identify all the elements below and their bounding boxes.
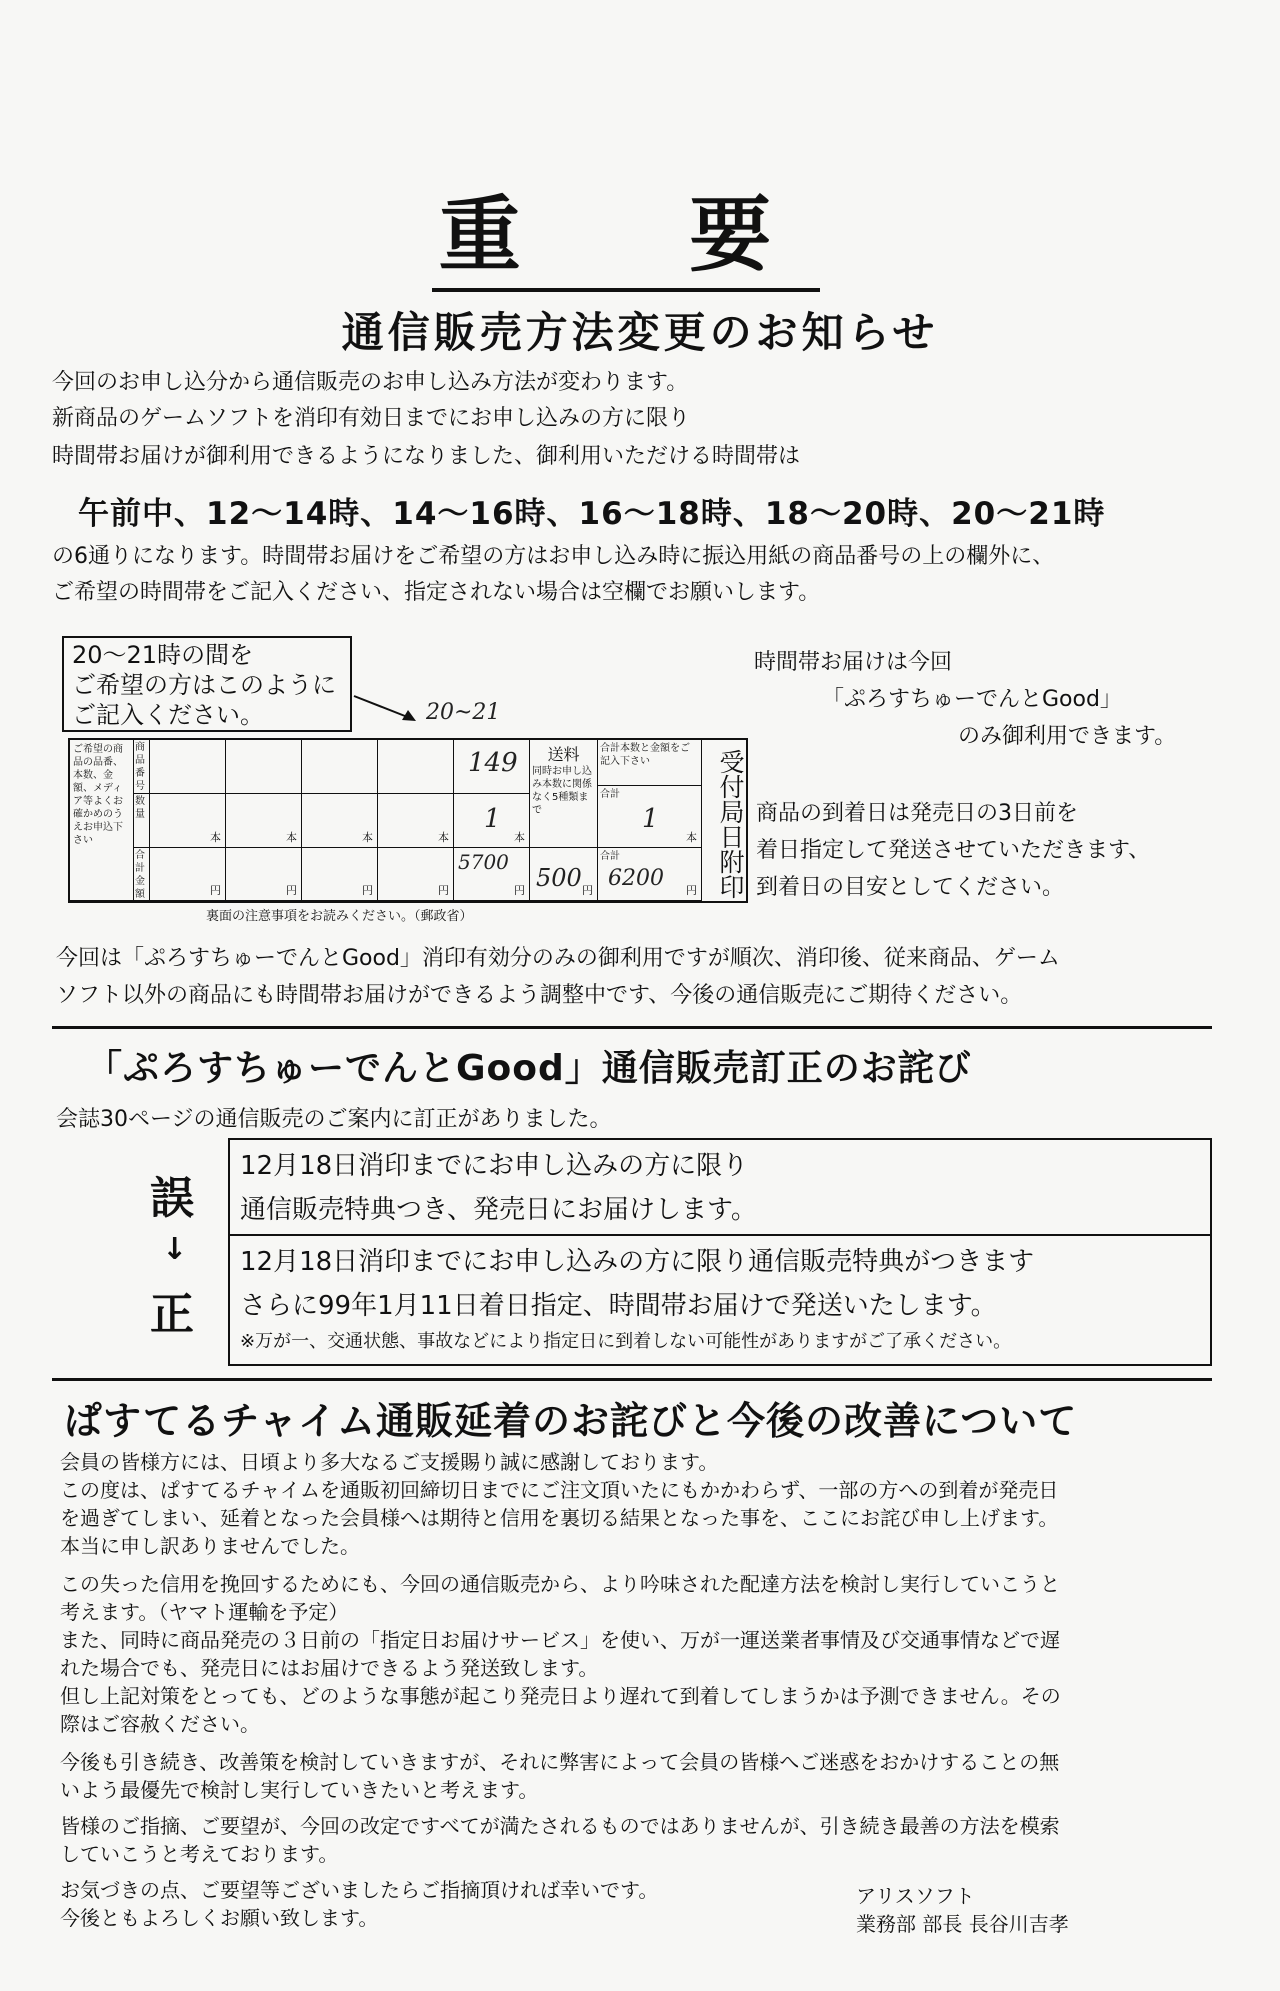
unit-yen: 円	[286, 884, 297, 897]
amount-cell-filled	[454, 848, 530, 901]
unit-yen: 円	[686, 884, 697, 897]
unit-count: 本	[210, 831, 221, 844]
total-sub-label: 合計	[600, 851, 620, 862]
right-note-line-3: のみ御利用できます。	[958, 724, 1177, 749]
total-sub-label: 合計	[600, 789, 620, 800]
quantity-cell	[150, 794, 226, 848]
handwritten-shipping: 500	[536, 864, 582, 892]
unit-yen: 円	[210, 884, 221, 897]
unit-yen: 円	[362, 884, 373, 897]
apology-line: お気づきの点、ご要望等ございましたらご指摘頂ければ幸いです。	[60, 1878, 659, 1902]
wrong-line-1: 12月18日消印までにお申し込みの方に限り	[240, 1151, 749, 1181]
apology-line: いよう最優先で検討し実行していきたいと考えます。	[60, 1778, 539, 1802]
unit-count: 本	[514, 831, 525, 844]
closing-line-1: 今回は「ぷろすちゅーでんとGood」消印有効分のみの御利用ですが順次、消印後、従来商品、ゲーム	[56, 946, 1060, 971]
quantity-cell	[302, 794, 378, 848]
apology-line: この失った信用を挽回するためにも、今回の通信販売から、より吟味された配達方法を検討し実行していこうと	[60, 1572, 1060, 1596]
apology-line: 但し上記対策をとっても、どのような事態が起こり発売日より遅れて到着してしまうかは予測できません。その	[60, 1684, 1061, 1708]
handwritten-product-no: 149	[468, 748, 518, 778]
unit-count: 本	[686, 831, 697, 844]
form-footnote: 裏面の注意事項をお読みください。（郵政省）	[206, 909, 473, 924]
wrong-line-2: 通信販売特典つき、発売日にお届けします。	[240, 1195, 757, 1225]
apology-line: 今後ともよろしくお願い致します。	[60, 1906, 379, 1930]
callout-line-1: 20〜21時の間を	[72, 641, 254, 669]
quantity-cell	[378, 794, 454, 848]
unit-yen: 円	[514, 884, 525, 897]
intro-line-3: 時間帯お届けが御利用できるようになりました、御利用いただける時間帯は	[52, 444, 801, 469]
stamp-label: 受付局日附印	[716, 748, 745, 899]
apology-line: れた場合でも、発売日にはお届けできるよう発送致します。	[60, 1656, 599, 1680]
total-label: 合計本数と金額をご記入下さい	[600, 743, 690, 767]
right-note-line-2: 「ぷろすちゅーでんとGood」	[822, 687, 1122, 712]
unit-yen: 円	[438, 884, 449, 897]
total-amount-cell	[598, 848, 702, 901]
callout-line-2: ご希望の方はこのように	[72, 671, 336, 699]
product-cell	[302, 740, 378, 794]
quantity-cell	[226, 794, 302, 848]
amount-cell	[226, 848, 302, 901]
right-line-1: 12月18日消印までにお申し込みの方に限り通信販売特典がつきます	[240, 1247, 1035, 1277]
handwritten-time: 20~21	[426, 700, 501, 725]
right-label: 正	[150, 1289, 194, 1340]
handwritten-amount: 5700	[458, 850, 509, 874]
product-cell	[150, 740, 226, 794]
signature-company: アリスソフト	[856, 1884, 975, 1908]
right-note-line-5: 着日指定して発送させていただきます、	[756, 838, 1151, 863]
right-note-line-1: 時間帯お届けは今回	[754, 650, 953, 675]
apology-line: また、同時に商品発売の３日前の「指定日お届けサービス」を使い、万が一運送業者事情及び交通事情などで遅	[60, 1628, 1060, 1652]
handwritten-quantity: 1	[484, 804, 501, 834]
notice-heading: 通信販売方法変更のお知らせ	[341, 308, 939, 357]
apology-line: この度は、ぱすてるチャイムを通販初回締切日までにご注文頂いたにもかかわらず、一部の方への到着が発売日	[60, 1478, 1059, 1502]
shipping-amount-cell	[530, 848, 598, 901]
amount-cell	[302, 848, 378, 901]
intro-line-4: の6通りになります。時間帯お届けをご希望の方はお申し込み時に振込用紙の商品番号の上の欄外に、	[52, 544, 1055, 569]
row-label-quantity: 数量	[134, 794, 150, 848]
total-label-cell	[598, 740, 702, 786]
apology-line: 今後も引き続き、改善策を検討していきますが、それに弊害によって会員の皆様へご迷惑をおかけすることの無	[60, 1750, 1060, 1774]
apology-heading: ぱすてるチャイム通販延着のお詫びと今後の改善について	[64, 1399, 1078, 1443]
apology-line: 会員の皆様方には、日頃より多大なるご支援賜り誠に感謝しております。	[60, 1450, 719, 1474]
apology-line: していこうと考えております。	[60, 1842, 339, 1866]
intro-line-2: 新商品のゲームソフトを消印有効日までにお申し込みの方に限り	[52, 406, 691, 431]
handwritten-total-amount: 6200	[608, 866, 664, 891]
apology-line: 際はご容赦ください。	[60, 1712, 260, 1736]
correction-intro: 会誌30ページの通信販売のご案内に訂正がありました。	[56, 1107, 612, 1132]
closing-line-2: ソフト以外の商品にも時間帯お届けができるよう調整中です、今後の通信販売にご期待ください。	[56, 983, 1023, 1008]
quantity-cell-filled	[454, 794, 530, 848]
row-label-product: 商品番号	[134, 740, 150, 794]
intro-line-1: 今回のお申し込分から通信販売のお申し込み方法が変わります。	[52, 370, 689, 395]
right-note-line-4: 商品の到着日は発売日の3日前を	[756, 801, 1078, 826]
unit-yen: 円	[582, 884, 593, 897]
right-note-line-6: 到着日の目安としてください。	[756, 875, 1065, 900]
down-arrow-icon: ↓	[162, 1232, 188, 1267]
right-line-2: さらに99年1月11日着日指定、時間帯お届けで発送いたします。	[240, 1291, 997, 1321]
section-divider	[52, 1026, 1212, 1029]
intro-line-5: ご希望の時間帯をご記入ください、指定されない場合は空欄でお願いします。	[52, 580, 821, 605]
unit-count: 本	[362, 831, 373, 844]
shipping-label: 送料	[547, 745, 580, 764]
unit-count: 本	[286, 831, 297, 844]
form-left-note: ご希望の商品の品番、本数、金額、メディア等よくお確かめのうえお申込下さい	[70, 740, 134, 901]
apology-line: 本当に申し訳ありませんでした。	[60, 1534, 360, 1558]
correction-heading: 「ぷろすちゅーでんとGood」通信販売訂正のお詫び	[86, 1048, 972, 1089]
section-divider	[52, 1378, 1212, 1381]
shipping-note: 同時お申し込み本数に関係なく5種類まで	[532, 766, 592, 816]
page-title: 重 要	[438, 188, 842, 283]
total-count-cell	[598, 786, 702, 848]
amount-cell	[150, 848, 226, 901]
wrong-box	[228, 1138, 1212, 1236]
product-cell	[226, 740, 302, 794]
example-callout	[62, 636, 352, 732]
payment-slip-example	[68, 738, 748, 903]
handwritten-total-count: 1	[642, 804, 659, 834]
wrong-label: 誤	[150, 1173, 194, 1224]
right-box	[228, 1234, 1212, 1366]
right-line-note: ※万が一、交通状態、事故などにより指定日に到着しない可能性がありますがご了承ください。	[240, 1331, 1012, 1352]
callout-line-3: ご記入ください。	[72, 701, 264, 729]
apology-line: 考えます。（ヤマト運輸を予定）	[60, 1600, 349, 1624]
shipping-cell	[530, 740, 598, 848]
product-cell-filled	[454, 740, 530, 794]
apology-line: を過ぎてしまい、延着となった会員様へは期待と信用を裏切る結果となった事を、ここにお詫び申し上げます。	[60, 1506, 1059, 1530]
row-label-amount: 合計金額	[134, 848, 150, 901]
time-slots: 午前中、12〜14時、14〜16時、16〜18時、18〜20時、20〜21時	[78, 496, 1106, 532]
amount-cell	[378, 848, 454, 901]
callout-arrow	[352, 690, 422, 730]
title-underline	[432, 288, 820, 292]
signature-person: 業務部 部長 長谷川吉孝	[856, 1912, 1069, 1936]
apology-line: 皆様のご指摘、ご要望が、今回の改定ですべてが満たされるものではありませんが、引き続き最善の方法を模索	[60, 1814, 1060, 1838]
unit-count: 本	[438, 831, 449, 844]
product-cell	[378, 740, 454, 794]
